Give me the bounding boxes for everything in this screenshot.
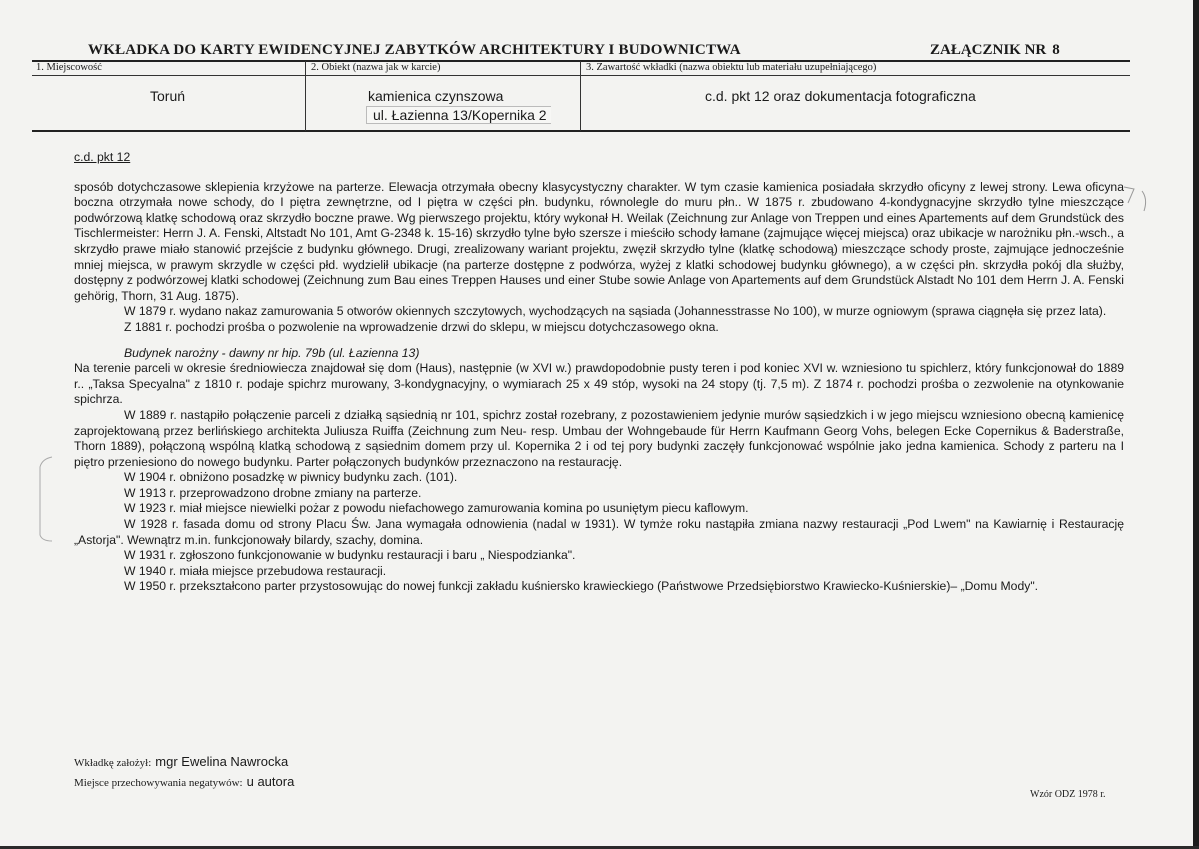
paragraph: sposób dotychczasowe sklepienia krzyżowe na parterze. Elewacja otrzymała obecny klasycystyczny charakter. W tym czasie kamienica posiadała skrzydło oficyny z lewej strony. Lewa oficyna boczna otrzymała nowe schody, do I piętra zewnętrzne, od I piętra w części płn. budynku, równolegle do muru płn.. W 1875 r. zbudowano 4-kondygnacyjne skrzydło tylne mieszczące podwórzową klatkę schodową oraz skrzydło boczne prawe. Wg pierwszego projektu, który wykonał H. Weilak (Zeichnung zur Anlage von Treppen und eines Apartements auf dem Grundstück des Tischlermeister: Herrn J. A. Fenski, Altstadt No 101, Amt G-2348 k. 15-16) skrzydło tylne było szersze i mieściło schody łamane (zajmujące więcej miejsca) oraz ubikacje w narożniku płn.-wsch., a skrzydło prawe miało stanowić przejście z budynku głównego. Drugi, zrealizowany wariant projektu, zwęził skrzydło tylne (klatkę schodową) mieszczące schody proste, zajmujące jednocześnie mniej miejsca, w prawym skrzydle w części płd. wydzielił ubikacje (na parterze dostępne z podwórza, wyżej z klatki schodowej budynku głównego), a w części płn. skrzydła pokój dla służby, dostępny z podwórzowej klatki schodowej (Zeichnung zum Bau eines Treppen Hauses und einer Stube sowie Anlage von Apartements auf dem Grundstück Alstadt No 101 dem Herrn J. A. Fenski gehörig, Thorn, 31 Aug. 1875). [74,179,1124,303]
field-3-label: 3. Zawartość wkładki (nazwa obiektu lub materiału uzupełniającego) [586,62,877,73]
field-3-value: c.d. pkt 12 oraz dokumentacja fotograficzna [705,88,976,104]
page-edge [1193,0,1199,849]
form-pattern: Wzór ODZ 1978 r. [1030,789,1106,800]
margin-pencil-mark-icon [1120,185,1160,225]
paragraph: W 1923 r. miał miejsce niewielki pożar z powodu niefachowego zamurowania komina po usuniętym piecu kaflowym. [124,501,749,516]
field-1-value: Toruń [150,88,186,104]
paragraph: W 1889 r. nastąpiło połączenie parceli z działką sąsiednią nr 101, spichrz został rozebrany, z pozostawieniem jedynie murów sąsiedzkich i w jego miejscu wzniesiono obecną kamienicę zaprojektowaną przez berlińskiego architekta Juliusza Ruiffa (Zeichnung zum Neu- resp. Umbau der Wohngebaude für Herrn Kaufmann Georg Vohs, belegen Ecke Copernikus & Baderstraße, Thorn 1889), połączoną wspólną klatką schodową z sąsiednim domem przy ul. Kopernika 2 i od tej pory budynki zaczęły funkcjonować wspólnie jako jedna kamienica. Schody z parteru na I piętro przeniesiono do nowego budynku. Parter połączonych budynków przeznaczono na restaurację. [74,407,1124,469]
storage-label: Miejsce przechowywania negatywów: [74,777,243,789]
paragraph: W 1904 r. obniżono posadzkę w piwnicy budynku zach. (101). [124,470,458,485]
field-divider-1 [305,61,306,131]
annex-label [930,42,1060,59]
subheading: Budynek narożny - dawny nr hip. 79b (ul. Łazienna 13) [124,345,420,360]
label-rule [32,75,1130,76]
paragraph: W 1950 r. przekształcono parter przystosowując do nowej funkcji zakładu kuśniersko krawieckiego (Państwowe Przedsiębiorstwo Krawiecko-Kuśnierskie)– „Domu Mody". [124,579,1039,594]
field-2-value-line1: kamienica czynszowa [368,88,504,104]
margin-bracket-mark-icon [34,455,74,545]
annex-text: ZAŁĄCZNIK NR [930,42,1047,58]
form-title: WKŁADKA DO KARTY EWIDENCYJNEJ ZABYTKÓW ARCHITEKTURY I BUDOWNICTWA [88,42,741,58]
field-2-value-line2: ul. Łazienna 13/Kopernika 2 [366,106,551,124]
author-value: mgr Ewelina Nawrocka [155,754,289,769]
storage-value: u autora [246,774,295,789]
paragraph: Z 1881 r. pochodzi prośba o pozwolenie na wprowadzenie drzwi do sklepu, w miejscu dotychczasowego okna. [124,319,719,334]
paragraph: Na terenie parceli w okresie średniowiecza znajdował się dom (Haus), następnie (w XVI w.) prawdopodobnie pusty teren i pod koniec XVI w. wzniesiono tu spichlerz, który funkcjonował do 1889 r.. „Taksa Specyalna" z 1810 r. podaje spichrz murowany, 3-kondygnacyjny, o wymiarach 25 x 49 stóp, wysoki na 24 stopy (tj. 7,5 m). Z 1874 r. pochodzi prośba o zezwolenie na otynkowanie spichrza. [74,361,1124,407]
paragraph: W 1879 r. wydano nakaz zamurowania 5 otworów okiennych szczytowych, wychodzących na sąsiada (Johannesstrasse No 100), w murze ogniowym (sprawa ciągnęła się przez lata). [124,304,1107,319]
field-1-label: 1. Miejscowość [36,62,102,73]
annex-number: 8 [1052,42,1060,58]
author-label: Wkładkę założył: [74,757,152,769]
paragraph: W 1928 r. fasada domu od strony Placu Św. Jana wymagała odnowienia (nadal w 1931). W tymże roku nastąpiła zmiana nazwy restauracji „Pod Lwem" na Kawiarnię i Restaurację „Astorja". Wewnątrz m.in. funkcjonowały bilardy, szachy, domina. [74,517,1124,547]
document-body [74,150,1124,595]
paragraph: W 1931 r. zgłoszono funkcjonowanie w budynku restauracji i baru „ Niespodzianka". [124,548,576,563]
paragraph: W 1940 r. miała miejsce przebudowa restauracji. [124,563,387,578]
fields-rule [32,130,1130,132]
field-2-label: 2. Obiekt (nazwa jak w karcie) [311,62,441,73]
header-rule [32,60,1130,62]
storage-line [74,773,294,791]
field-divider-2 [580,61,581,131]
section-heading: c.d. pkt 12 [74,150,131,164]
paragraph: W 1913 r. przeprowadzono drobne zmiany na parterze. [124,485,422,500]
author-line [74,753,288,771]
